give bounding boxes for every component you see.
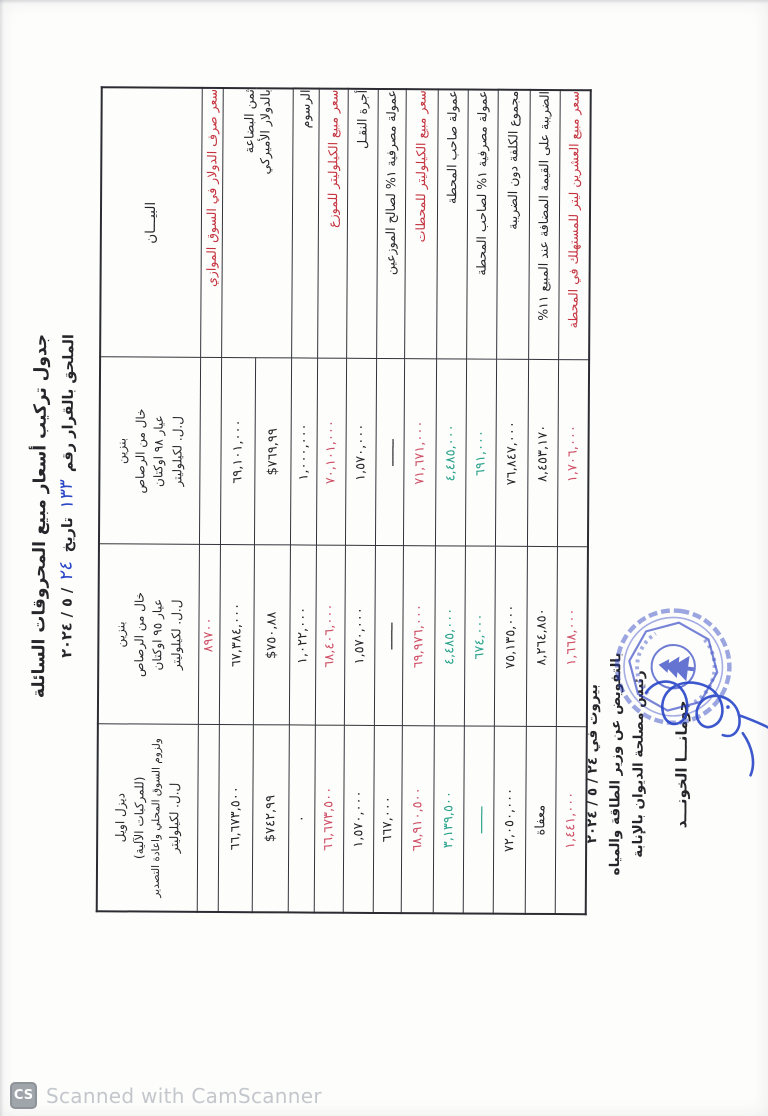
value-cell: ٧٤٢,٩٩$ — [252, 725, 289, 912]
value-cell: ـــــــ — [374, 546, 403, 726]
camscanner-watermark-text: Scanned with CamScanner — [46, 1083, 322, 1108]
signature-title: رئيس مصلحة الديوان بالإنابة — [629, 670, 648, 858]
value-cell: ٧٠,١٠١,٠٠٠ — [316, 359, 346, 546]
value-cell: ١,٥٧٠,٠٠٠ — [343, 726, 374, 913]
row-label-cell: سعر صرف الدولار في السوق الموازي — [200, 88, 223, 358]
value-cell: ٨٩٧٠٠ — [198, 545, 220, 725]
value-cell: ١,٠٢٢,٠٠٠ — [289, 545, 316, 725]
row-label-cell: الضريبة على القيمة المضافة عند المبيع ١١% — [528, 90, 560, 360]
value-cell: ٤,٤٨٥,٠٠٠ — [434, 546, 465, 726]
value-cell: ٧١,٦٧١,٠٠٠ — [403, 359, 436, 546]
subtitle-prefix: الملحق بالقرار رقم — [60, 334, 78, 473]
row-label-cell: مجموع الكلفة دون الضريبة — [496, 90, 530, 360]
value-cell: ٦٧٤,٠٠٠ — [464, 546, 495, 726]
value-cell — [197, 725, 219, 912]
table-row — [493, 90, 530, 914]
signature-delegation: بالتفويض عن وزير الطاقة والمياه — [606, 652, 625, 876]
value-cell: ٣,١٣٩,٥٠٠ — [433, 726, 464, 913]
value-cell — [199, 358, 221, 545]
value-cell: ١,٠٠٠,٠٠٠ — [290, 358, 317, 545]
value-cell: ٤,٤٨٥,٠٠٠ — [435, 359, 466, 546]
value-cell: ٧٢,٠٥٠,٠٠٠ — [493, 727, 526, 914]
value-cell: ٨,٤٥٣,١٧٠ — [527, 360, 558, 547]
signature-scribble — [640, 639, 768, 780]
fuel-price-table — [96, 86, 592, 915]
document-subtitle — [55, 334, 78, 698]
value-cell: ٦٩,١٠١,٠٠٠ — [220, 358, 255, 545]
row-label-cell: عمولة صاحب المحطة — [436, 89, 468, 359]
subtitle-middle: تاريخ — [59, 517, 77, 553]
camscanner-watermark — [10, 1082, 322, 1109]
signature-place-date: بيروت في ٢٤ / ٥ / ٢٠٢٤ — [584, 684, 602, 844]
value-cell: ٦٨,٩١٠,٥٠٠ — [401, 726, 434, 913]
table-header-row — [97, 87, 202, 912]
value-cell: ١,٤٤١,٠٠٠ — [555, 727, 587, 914]
value-cell: ـــــــ — [375, 359, 404, 546]
value-cell: ٧٦,٨٤٧,٠٠٠ — [495, 360, 528, 547]
signature-block — [581, 601, 692, 927]
value-cell: ١,٥٧٠,٠٠٠ — [344, 546, 375, 726]
value-cell: ٨,٢٦٤,٨٥٠ — [526, 547, 557, 727]
value-cell: ٠ — [288, 725, 315, 912]
row-label-cell: عمولة مصرفية ١% لصاحب المحطة — [466, 90, 498, 360]
value-cell: ٧٥,١٣٥,٠٠٠ — [494, 547, 527, 727]
row-label-cell: سعر مبيع الكيلوليتر للمحطات — [404, 89, 438, 359]
row-label-cell: الرسوم — [291, 88, 319, 358]
value-cell: معفاة — [525, 727, 556, 914]
row-label-cell: أجرة النقـل — [346, 89, 378, 359]
value-cell: ١,٦٦٨,٠٠٠ — [556, 547, 588, 727]
document-header — [29, 334, 78, 698]
table-row — [218, 88, 257, 912]
decree-number-handwritten: ١٣٣ — [55, 478, 78, 511]
document-title: جدول تركيب أسعار مبيع المحروقات السائلة — [29, 333, 52, 699]
table-row — [401, 89, 438, 913]
date-day-handwritten: ٢٤ — [55, 558, 78, 582]
column-header: بنزين خال من الرصاص عيار ٩٨ اوكتان ل.ل. لكيلوليتر — [99, 357, 200, 545]
value-cell: ٦٧,٣٨٤,٠٠٠ — [219, 545, 254, 725]
date-printed: / ٥ / ٢٠٢٤ — [59, 587, 76, 658]
value-cell: ٧٥٠,٨٨$ — [253, 545, 290, 725]
signatory-name: جومانـــا الخونـــد — [672, 700, 691, 829]
value-cell: ١,٥٧٠,٠٠٠ — [345, 359, 376, 546]
value-cell: ٦٨,٤٠٦,٠٠٠ — [315, 546, 345, 726]
value-cell: ٧٦٩,٩٩$ — [254, 358, 291, 545]
value-cell: ١,٧٠٦,٠٠٠ — [557, 360, 589, 547]
value-cell: ٦٩,٩٧٦,٠٠٠ — [402, 546, 435, 726]
column-header-description: البيـــان — [100, 87, 202, 358]
value-cell: ٦٦٧,٠٠٠ — [373, 726, 402, 913]
camscanner-badge-icon: CS — [10, 1082, 37, 1109]
value-cell: ٦٦,٦٧٣,٥٠٠ — [218, 725, 253, 912]
column-header: بنزين خال من الرصاص عيار ٩٥ اوكتان ل.ل. لكيلوليتر — [98, 544, 199, 725]
value-cell: ٦٩١,٠٠٠ — [465, 359, 496, 546]
row-label-cell: سعر مبيع العشرين ليتر للمستهلك في المحطة — [558, 90, 591, 360]
value-cell: ٦٦,٦٧٣,٥٠٠ — [314, 726, 344, 913]
column-header: ديزل اويل (للمركبات الآلية) ولزوم السوق المحلي واعادة التصدير ل.ل. لكيلوليتر — [97, 724, 198, 912]
row-label-cell: عمولة مصرفية ١% لصالح الموزعين — [376, 89, 406, 359]
row-label-cell: سعر مبيع الكيلوليتر للموزع — [317, 89, 348, 359]
row-label-cell: ثمن البضاعة بالدولار الأميركي — [221, 88, 293, 358]
value-cell: ـــــــ — [463, 726, 494, 913]
